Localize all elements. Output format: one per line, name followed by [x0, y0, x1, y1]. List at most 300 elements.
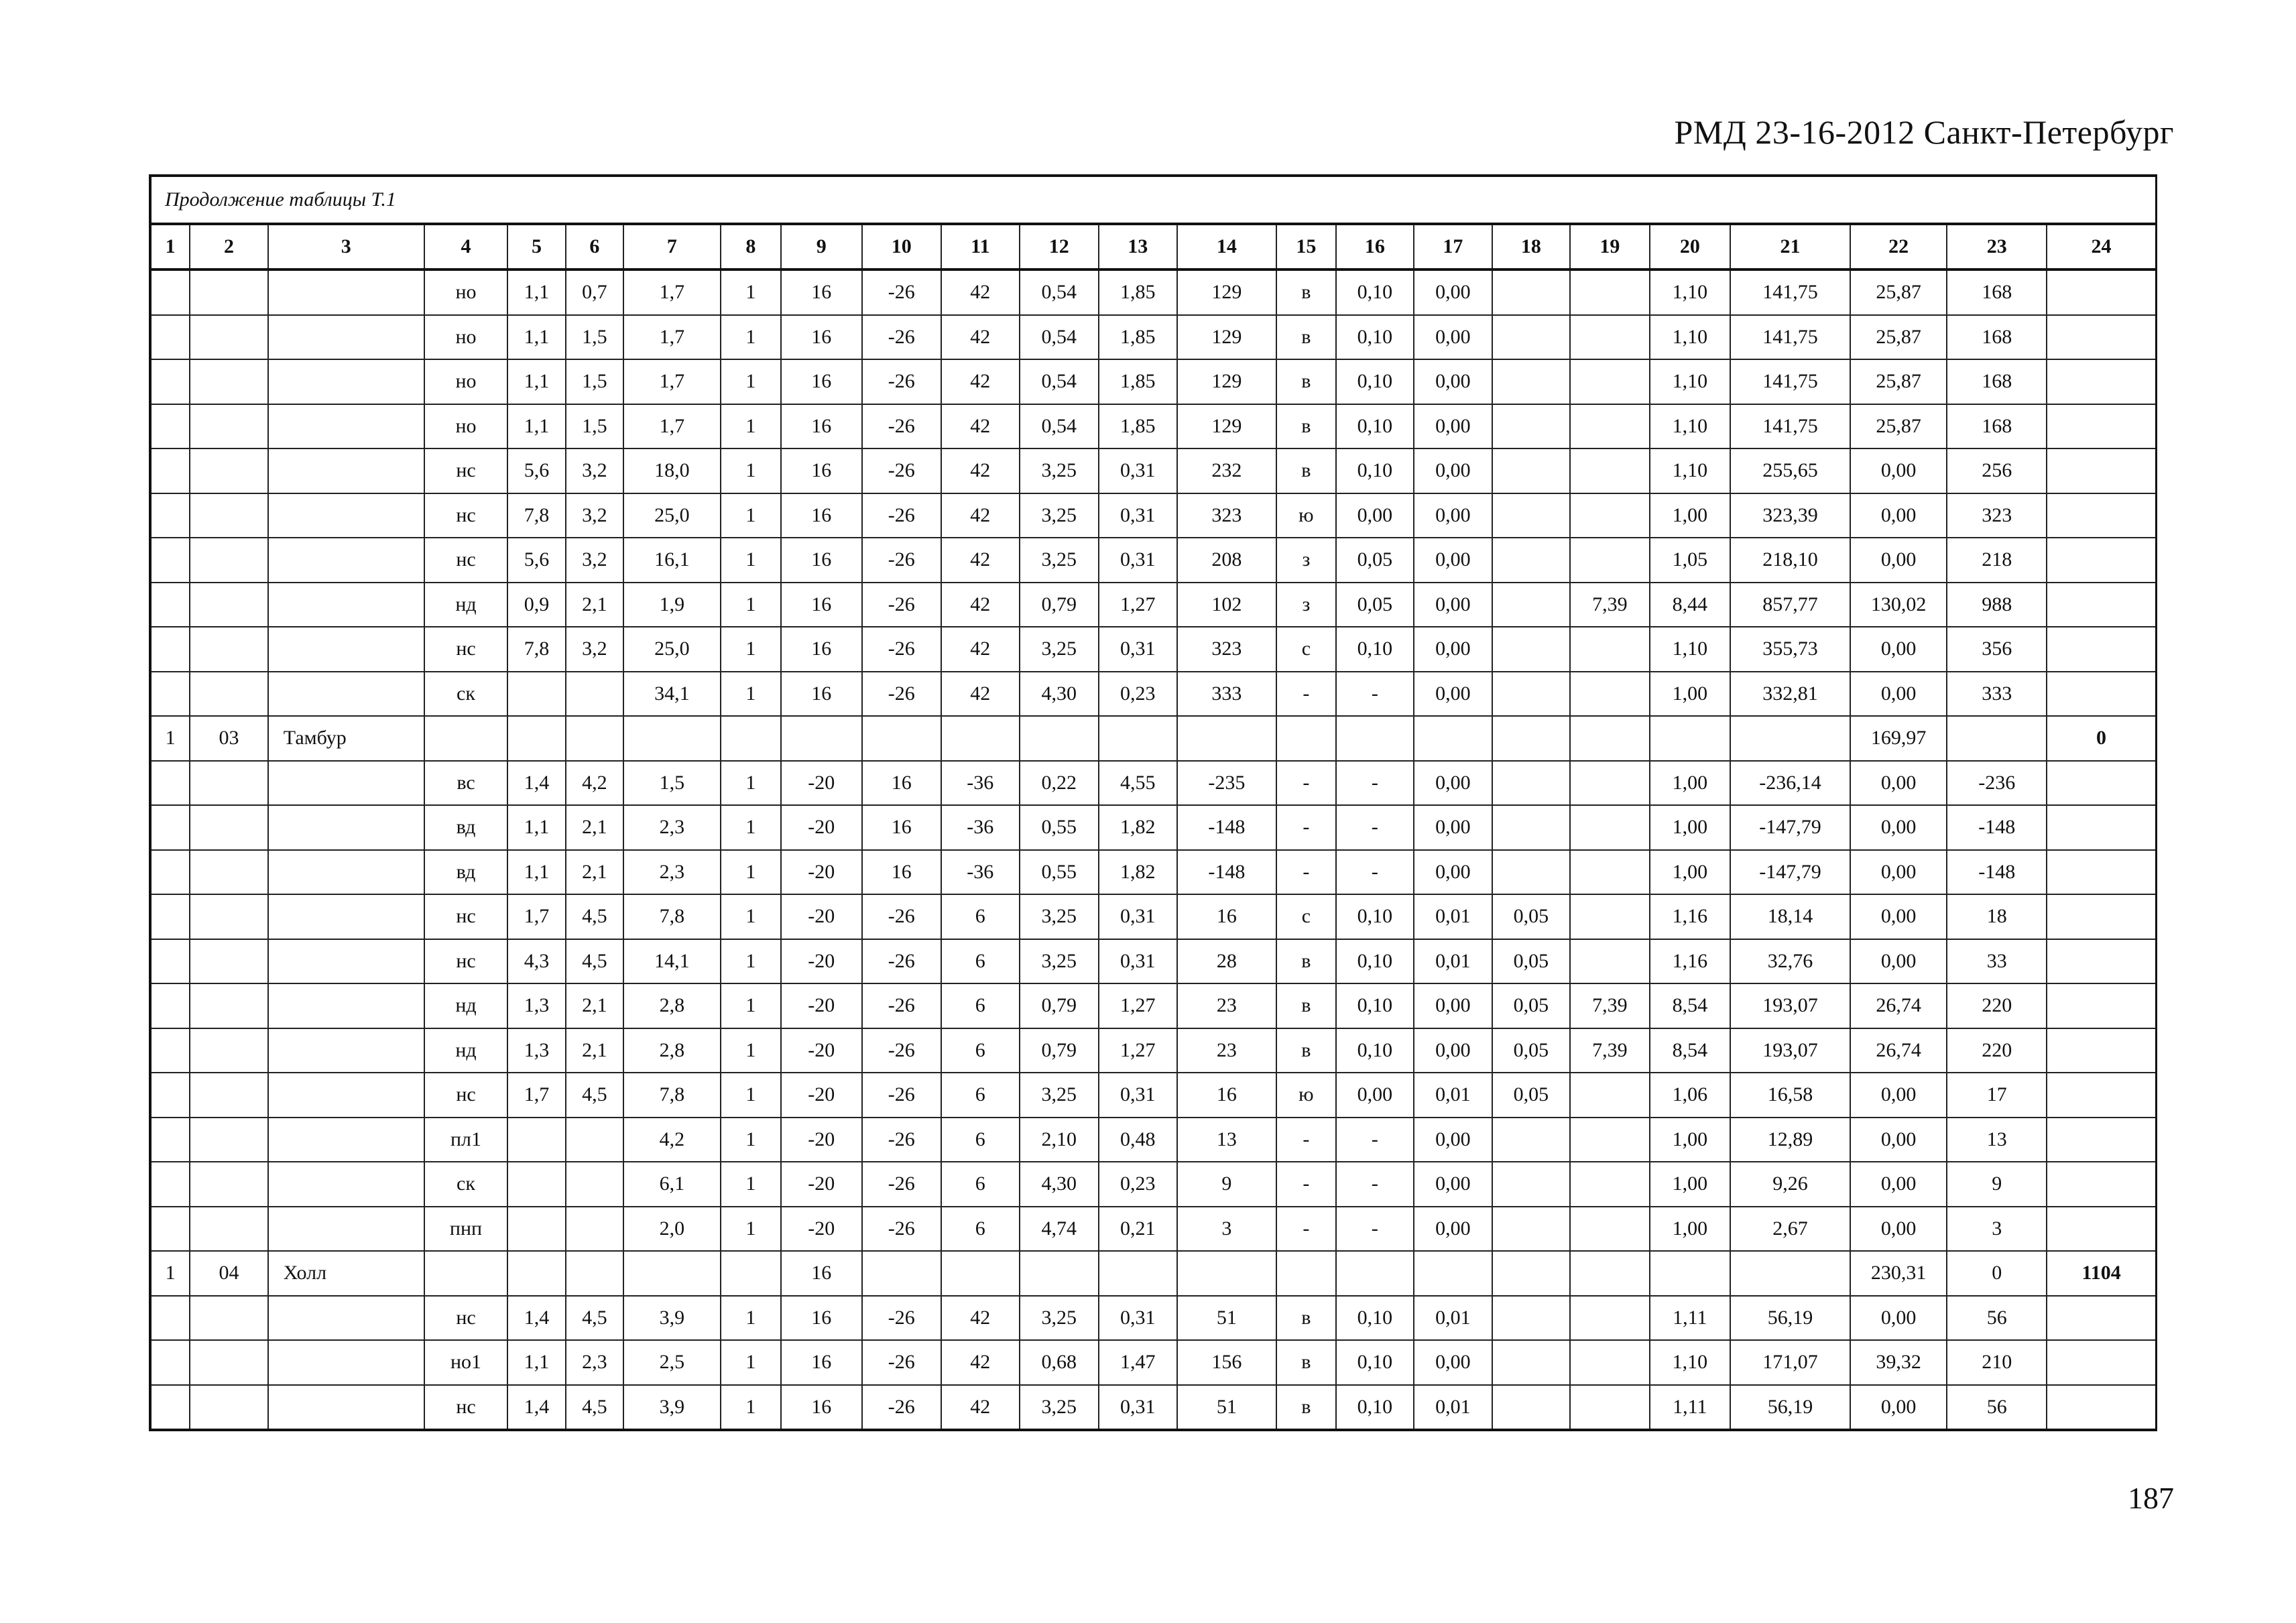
table-cell: 6 — [941, 1073, 1020, 1118]
column-number-cell: 20 — [1650, 225, 1731, 269]
table-cell: 16 — [781, 448, 862, 493]
table-cell — [2047, 359, 2155, 404]
table-cell — [190, 627, 268, 672]
column-number-cell: 9 — [781, 225, 862, 269]
table-cell: 1,10 — [1650, 1340, 1731, 1385]
table-cell: 2,1 — [566, 1028, 623, 1073]
table-cell: ю — [1276, 493, 1335, 538]
table-cell: 16 — [781, 1340, 862, 1385]
table-cell — [507, 1207, 565, 1252]
table-cell — [862, 716, 942, 761]
table-cell: -26 — [862, 359, 942, 404]
table-cell: 56 — [1947, 1385, 2047, 1429]
table-cell: 16 — [781, 1251, 862, 1296]
table-cell: 1,7 — [623, 359, 721, 404]
table-cell — [424, 716, 508, 761]
table-cell — [268, 1118, 424, 1162]
table-cell: 17 — [1947, 1073, 2047, 1118]
table-cell — [152, 850, 190, 895]
table-row — [152, 761, 2155, 806]
table-cell: 1,85 — [1099, 315, 1177, 360]
table-cell: 1 — [721, 493, 781, 538]
table-cell: 1,47 — [1099, 1340, 1177, 1385]
table-cell: - — [1276, 805, 1335, 850]
table-cell: 0,54 — [1020, 315, 1099, 360]
table-cell: 04 — [190, 1251, 268, 1296]
table-cell: 171,07 — [1730, 1340, 1850, 1385]
table-cell: 1,10 — [1650, 269, 1731, 315]
table-cell: 56,19 — [1730, 1296, 1850, 1341]
table-cell: нд — [424, 1028, 508, 1073]
table-cell: - — [1276, 672, 1335, 717]
page-number: 187 — [2128, 1481, 2174, 1515]
table-cell: 1 — [721, 538, 781, 583]
table-cell — [1570, 1207, 1650, 1252]
table-cell — [1492, 359, 1571, 404]
table-cell: ск — [424, 1162, 508, 1207]
table-cell: 25,0 — [623, 627, 721, 672]
table-cell: 0,31 — [1099, 894, 1177, 939]
table-cell: 0,48 — [1099, 1118, 1177, 1162]
table-cell: 323 — [1177, 627, 1277, 672]
table-cell — [268, 269, 424, 315]
table-cell — [1570, 761, 1650, 806]
table-cell: 7,8 — [507, 493, 565, 538]
table-cell: 3 — [1177, 1207, 1277, 1252]
table-cell: -20 — [781, 805, 862, 850]
table-cell — [268, 315, 424, 360]
table-cell: ю — [1276, 1073, 1335, 1118]
table-cell: 168 — [1947, 269, 2047, 315]
table-cell — [1570, 448, 1650, 493]
table-cell: 0,00 — [1850, 672, 1947, 717]
table-cell: 0,00 — [1414, 1340, 1492, 1385]
table-cell: 210 — [1947, 1340, 2047, 1385]
table-cell: 16 — [1177, 894, 1277, 939]
table-cell — [152, 1028, 190, 1073]
table-cell: 3,9 — [623, 1296, 721, 1341]
table-cell: 0,00 — [1414, 761, 1492, 806]
table-cell: 1 — [721, 1162, 781, 1207]
table-cell: 3 — [1947, 1207, 2047, 1252]
table-cell: 16 — [781, 404, 862, 449]
table-cell: 3,25 — [1020, 1073, 1099, 1118]
column-number-cell: 4 — [424, 225, 508, 269]
table-cell: 1 — [721, 939, 781, 984]
table-cell: пл1 — [424, 1118, 508, 1162]
table-cell: 4,5 — [566, 894, 623, 939]
table-cell — [152, 1296, 190, 1341]
table-cell: - — [1276, 761, 1335, 806]
table-cell — [268, 359, 424, 404]
table-cell: 1 — [721, 404, 781, 449]
table-cell: 4,30 — [1020, 1162, 1099, 1207]
table-cell: 1,1 — [507, 1340, 565, 1385]
table-cell: 0 — [2047, 716, 2155, 761]
table-cell: 0,05 — [1492, 939, 1571, 984]
table-cell: - — [1336, 805, 1414, 850]
table-cell — [152, 894, 190, 939]
table-cell: 1,4 — [507, 1296, 565, 1341]
table-cell: 1,00 — [1650, 1207, 1731, 1252]
table-cell — [152, 448, 190, 493]
table-cell — [2047, 1073, 2155, 1118]
table-cell — [190, 1385, 268, 1429]
table-cell: 51 — [1177, 1296, 1277, 1341]
table-row — [152, 1028, 2155, 1073]
table-cell: 0,00 — [1414, 805, 1492, 850]
table-cell: 1,5 — [566, 404, 623, 449]
table-cell: 0,00 — [1414, 1162, 1492, 1207]
table-cell: -26 — [862, 1385, 942, 1429]
table-cell — [152, 939, 190, 984]
table-cell: нс — [424, 538, 508, 583]
table-cell: 42 — [941, 1340, 1020, 1385]
table-cell: -147,79 — [1730, 850, 1850, 895]
table-cell: нс — [424, 627, 508, 672]
table-cell — [566, 1207, 623, 1252]
table-cell — [2047, 939, 2155, 984]
table-cell: 12,89 — [1730, 1118, 1850, 1162]
table-cell: 1,1 — [507, 269, 565, 315]
table-cell — [1099, 716, 1177, 761]
table-cell — [190, 1207, 268, 1252]
table-cell: 4,30 — [1020, 672, 1099, 717]
table-cell: 16 — [781, 538, 862, 583]
table-cell: 1 — [721, 894, 781, 939]
table-cell: -20 — [781, 1028, 862, 1073]
column-number-cell: 1 — [152, 225, 190, 269]
table-cell: 0,10 — [1336, 939, 1414, 984]
table-cell — [268, 627, 424, 672]
table-cell — [190, 850, 268, 895]
table-cell: 129 — [1177, 315, 1277, 360]
table-cell: 4,2 — [566, 761, 623, 806]
table-cell — [1099, 1251, 1177, 1296]
table-cell: 25,87 — [1850, 315, 1947, 360]
table-cell — [1492, 583, 1571, 627]
table-cell — [190, 761, 268, 806]
table-cell: 1,7 — [623, 315, 721, 360]
table-cell: 0,00 — [1850, 850, 1947, 895]
table-cell: 0,31 — [1099, 939, 1177, 984]
table-cell: -20 — [781, 1073, 862, 1118]
section-row — [152, 716, 2155, 761]
section-row — [152, 1251, 2155, 1296]
table-cell: -236,14 — [1730, 761, 1850, 806]
table-cell — [2047, 404, 2155, 449]
table-cell: вд — [424, 805, 508, 850]
table-cell: 1 — [721, 359, 781, 404]
table-cell: 1,10 — [1650, 627, 1731, 672]
table-cell: -26 — [862, 627, 942, 672]
table-cell — [190, 672, 268, 717]
table-cell: 1,7 — [623, 404, 721, 449]
table-cell: 0,01 — [1414, 1385, 1492, 1429]
table-cell: 42 — [941, 359, 1020, 404]
table-cell: 0,00 — [1414, 404, 1492, 449]
table-cell: 2,1 — [566, 583, 623, 627]
table-cell: 2,5 — [623, 1340, 721, 1385]
column-number-row — [152, 225, 2155, 269]
table-cell — [190, 315, 268, 360]
table-cell: 9,26 — [1730, 1162, 1850, 1207]
table-row — [152, 1073, 2155, 1118]
table-cell: 218 — [1947, 538, 2047, 583]
table-cell: 18,0 — [623, 448, 721, 493]
table-cell: 28 — [1177, 939, 1277, 984]
table-cell: 0,00 — [1414, 1118, 1492, 1162]
table-cell: 0,00 — [1850, 761, 1947, 806]
table-cell: 7,39 — [1570, 1028, 1650, 1073]
column-number-cell: 3 — [268, 225, 424, 269]
table-cell: 0,00 — [1850, 1207, 1947, 1252]
table-cell: 3,25 — [1020, 538, 1099, 583]
table-cell: 23 — [1177, 1028, 1277, 1073]
table-cell: 1 — [721, 1073, 781, 1118]
table-cell: 1,06 — [1650, 1073, 1731, 1118]
table-cell — [2047, 1118, 2155, 1162]
table-cell — [1020, 716, 1099, 761]
table-cell — [1492, 1207, 1571, 1252]
table-cell: 2,3 — [623, 850, 721, 895]
table-cell: 220 — [1947, 983, 2047, 1028]
table-cell: 2,1 — [566, 983, 623, 1028]
table-cell — [190, 1296, 268, 1341]
table-cell: 988 — [1947, 583, 2047, 627]
table-cell: 1 — [721, 315, 781, 360]
table-cell: 1,00 — [1650, 805, 1731, 850]
table-cell: 1,1 — [507, 850, 565, 895]
table-cell: 0,05 — [1336, 583, 1414, 627]
table-cell: 16 — [781, 672, 862, 717]
table-cell — [1177, 1251, 1277, 1296]
table-cell: 8,44 — [1650, 583, 1731, 627]
table-cell — [190, 983, 268, 1028]
table-row — [152, 939, 2155, 984]
table-cell: - — [1276, 850, 1335, 895]
table-cell: -26 — [862, 583, 942, 627]
table-cell: 8,54 — [1650, 983, 1731, 1028]
column-number-cell: 15 — [1276, 225, 1335, 269]
table-cell: 42 — [941, 315, 1020, 360]
table-cell: 16 — [781, 627, 862, 672]
table-cell: 0,00 — [1336, 1073, 1414, 1118]
table-cell: 39,32 — [1850, 1340, 1947, 1385]
table-cell: 3,25 — [1020, 1296, 1099, 1341]
table-cell: -26 — [862, 1340, 942, 1385]
table-cell — [152, 1207, 190, 1252]
table-cell — [190, 939, 268, 984]
table-cell: 129 — [1177, 359, 1277, 404]
table-cell: 0,05 — [1492, 1028, 1571, 1073]
table-cell — [1492, 1385, 1571, 1429]
table-cell: но — [424, 359, 508, 404]
table-cell: 25,87 — [1850, 404, 1947, 449]
table-cell — [1492, 538, 1571, 583]
table-cell: 255,65 — [1730, 448, 1850, 493]
table-cell — [1492, 404, 1571, 449]
table-cell — [1492, 761, 1571, 806]
table-cell: 16,1 — [623, 538, 721, 583]
table-cell: 0,00 — [1414, 1028, 1492, 1073]
table-cell: 16 — [781, 1296, 862, 1341]
table-cell: 42 — [941, 1296, 1020, 1341]
table-cell — [1492, 1251, 1571, 1296]
table-row — [152, 404, 2155, 449]
table-cell — [268, 894, 424, 939]
table-cell: 1,9 — [623, 583, 721, 627]
table-cell — [623, 716, 721, 761]
table-cell: 0,31 — [1099, 1296, 1177, 1341]
table-cell: 3,2 — [566, 627, 623, 672]
table-cell: 355,73 — [1730, 627, 1850, 672]
table-cell — [1492, 1118, 1571, 1162]
table-cell: 0,10 — [1336, 269, 1414, 315]
table-cell: в — [1276, 448, 1335, 493]
table-cell: 1,16 — [1650, 939, 1731, 984]
table-cell: 2,8 — [623, 1028, 721, 1073]
table-cell: - — [1276, 1162, 1335, 1207]
table-cell — [781, 716, 862, 761]
table-cell: 168 — [1947, 404, 2047, 449]
table-cell: 0,31 — [1099, 627, 1177, 672]
table-cell: 1 — [721, 672, 781, 717]
table-cell: 1,5 — [623, 761, 721, 806]
table-cell: 1,00 — [1650, 761, 1731, 806]
table-cell — [2047, 761, 2155, 806]
table-cell — [1570, 1296, 1650, 1341]
table-cell: 193,07 — [1730, 1028, 1850, 1073]
table-cell: 7,8 — [507, 627, 565, 672]
table-cell — [2047, 1385, 2155, 1429]
table-cell — [2047, 850, 2155, 895]
table-cell — [152, 359, 190, 404]
table-row — [152, 583, 2155, 627]
table-row — [152, 1207, 2155, 1252]
table-cell — [190, 538, 268, 583]
table-cell: 208 — [1177, 538, 1277, 583]
table-cell — [2047, 672, 2155, 717]
table-cell — [152, 672, 190, 717]
table-cell: 1,10 — [1650, 359, 1731, 404]
table-cell: 256 — [1947, 448, 2047, 493]
table-cell — [2047, 1028, 2155, 1073]
table-cell — [1570, 1251, 1650, 1296]
table-cell: 0,10 — [1336, 894, 1414, 939]
table-cell: 4,74 — [1020, 1207, 1099, 1252]
table-cell: 333 — [1947, 672, 2047, 717]
table-caption: Продолжение таблицы Т.1 — [152, 177, 2155, 225]
table-cell: нс — [424, 894, 508, 939]
table-cell: 1,7 — [623, 269, 721, 315]
table-cell: 0,54 — [1020, 359, 1099, 404]
table-cell: 0,01 — [1414, 894, 1492, 939]
table-cell — [1492, 493, 1571, 538]
table-cell: 42 — [941, 269, 1020, 315]
table-cell: 0,31 — [1099, 493, 1177, 538]
table-cell: с — [1276, 627, 1335, 672]
table-cell: 34,1 — [623, 672, 721, 717]
table-cell: нс — [424, 1385, 508, 1429]
table-cell: 3,25 — [1020, 493, 1099, 538]
table-cell: 0,00 — [1850, 1296, 1947, 1341]
table-cell: 0,00 — [1850, 493, 1947, 538]
table-cell: нс — [424, 1073, 508, 1118]
table-cell — [566, 716, 623, 761]
table-cell: 33 — [1947, 939, 2047, 984]
table-cell — [507, 1118, 565, 1162]
table-cell: вс — [424, 761, 508, 806]
table-cell: 1 — [152, 1251, 190, 1296]
table-cell: 16,58 — [1730, 1073, 1850, 1118]
table-cell: 1,27 — [1099, 583, 1177, 627]
table-cell: 0,05 — [1492, 983, 1571, 1028]
table-cell: 0,79 — [1020, 1028, 1099, 1073]
table-cell: 1,11 — [1650, 1385, 1731, 1429]
table-cell: 7,39 — [1570, 583, 1650, 627]
table-cell: 1,11 — [1650, 1296, 1731, 1341]
table-cell: 25,87 — [1850, 359, 1947, 404]
table-cell: 1,00 — [1650, 1118, 1731, 1162]
table-cell: 0,10 — [1336, 404, 1414, 449]
table-cell — [1570, 538, 1650, 583]
table-cell — [1276, 1251, 1335, 1296]
table-cell: -20 — [781, 1162, 862, 1207]
table-cell: 1 — [721, 1207, 781, 1252]
table-cell: 0,00 — [1414, 672, 1492, 717]
table-cell — [268, 538, 424, 583]
table-cell: -235 — [1177, 761, 1277, 806]
table-cell — [1570, 1385, 1650, 1429]
table-cell: ск — [424, 672, 508, 717]
table-cell — [1492, 805, 1571, 850]
table-cell: 0 — [1947, 1251, 2047, 1296]
table-cell — [190, 1118, 268, 1162]
table-cell: 4,55 — [1099, 761, 1177, 806]
table-cell: 1,3 — [507, 1028, 565, 1073]
table-cell — [268, 983, 424, 1028]
table-cell: 0,00 — [1850, 448, 1947, 493]
table-cell: пнп — [424, 1207, 508, 1252]
table-cell: 42 — [941, 538, 1020, 583]
table-cell: 0,00 — [1414, 269, 1492, 315]
table-cell: 1 — [721, 1340, 781, 1385]
table-cell: 1,05 — [1650, 538, 1731, 583]
table-cell: 0,00 — [1414, 627, 1492, 672]
table-cell: - — [1336, 1162, 1414, 1207]
table-row — [152, 1118, 2155, 1162]
table-cell — [152, 627, 190, 672]
table-cell — [1570, 1340, 1650, 1385]
table-cell: 0,01 — [1414, 1073, 1492, 1118]
table-cell: 1 — [721, 805, 781, 850]
table-cell: 141,75 — [1730, 269, 1850, 315]
table-cell: 16 — [781, 1385, 862, 1429]
table-cell — [1570, 716, 1650, 761]
table-cell: в — [1276, 404, 1335, 449]
table-cell — [1414, 1251, 1492, 1296]
table-cell: 0,10 — [1336, 1296, 1414, 1341]
table-cell: 193,07 — [1730, 983, 1850, 1028]
table-cell — [1492, 315, 1571, 360]
table-cell: -20 — [781, 894, 862, 939]
table-cell: 42 — [941, 448, 1020, 493]
table-cell: 6 — [941, 1207, 1020, 1252]
table-cell: 1,10 — [1650, 404, 1731, 449]
table-cell — [1336, 1251, 1414, 1296]
table-cell: 9 — [1177, 1162, 1277, 1207]
